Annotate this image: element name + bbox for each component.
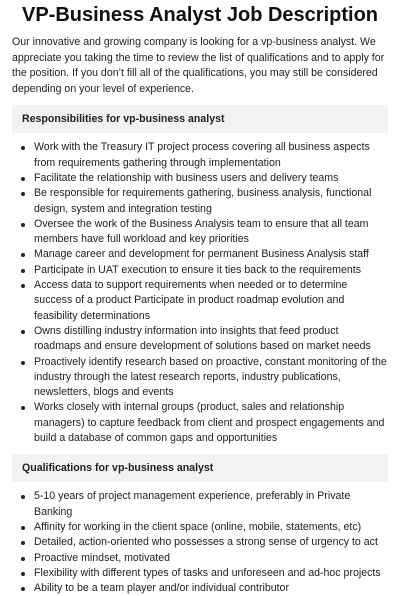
list-item: 5-10 years of project management experience, preferably in Private Banking [34,489,388,520]
list-item: Flexibility with different types of tasks and unforeseen and ad-hoc projects [34,566,388,581]
list-item: Facilitate the relationship with business users and delivery teams [34,171,388,186]
list-item: Participate in UAT execution to ensure it ties back to the requirements [34,263,388,278]
list-item: Access data to support requirements when needed or to determine success of a product Participate in product roadmap evolution and feasibility determinations [34,278,388,324]
list-item: Manage career and development for permanent Business Analysis staff [34,247,388,262]
list-item: Affinity for working in the client space (online, mobile, statements, etc) [34,520,388,535]
list-item: Ability to be a team player and/or individual contributor [34,581,388,596]
list-item: Proactively identify research based on proactive, constant monitoring of the industry through the latest research reports, industry publications, newsletters, blogs and events [34,355,388,401]
list-item: Be responsible for requirements gathering, business analysis, functional design, system and integration testing [34,186,388,217]
intro-paragraph: Our innovative and growing company is looking for a vp-business analyst. We appreciate you taking the time to review the list of qualifications and to apply for the position. If you don’t fill all of the qualifications, you may still be considered depending on your level of experience. [12,36,385,95]
list-item: Oversee the work of the Business Analysis team to ensure that all team members have full workload and key priorities [34,217,388,248]
responsibilities-list [12,140,388,446]
list-item: Work with the Treasury IT project process covering all business aspects from requirements gathering through implementation [34,140,388,171]
list-item: Owns distilling industry information into insights that feed product roadmaps and ensure development of solutions based on market needs [34,324,388,355]
responsibilities-header: Responsibilities for vp-business analyst [12,105,388,133]
page-title: VP-Business Analyst Job Description [21,4,378,26]
list-item: Detailed, action-oriented who possesses a strong sense of urgency to act [34,535,388,550]
list-item: Works closely with internal groups (product, sales and relationship managers) to capture feedback from client and prospect engagements and build a database of common gaps and opportunities [34,400,388,446]
qualifications-list [12,489,388,596]
qualifications-header: Qualifications for vp-business analyst [12,454,388,482]
list-item: Proactive mindset, motivated [34,551,388,566]
